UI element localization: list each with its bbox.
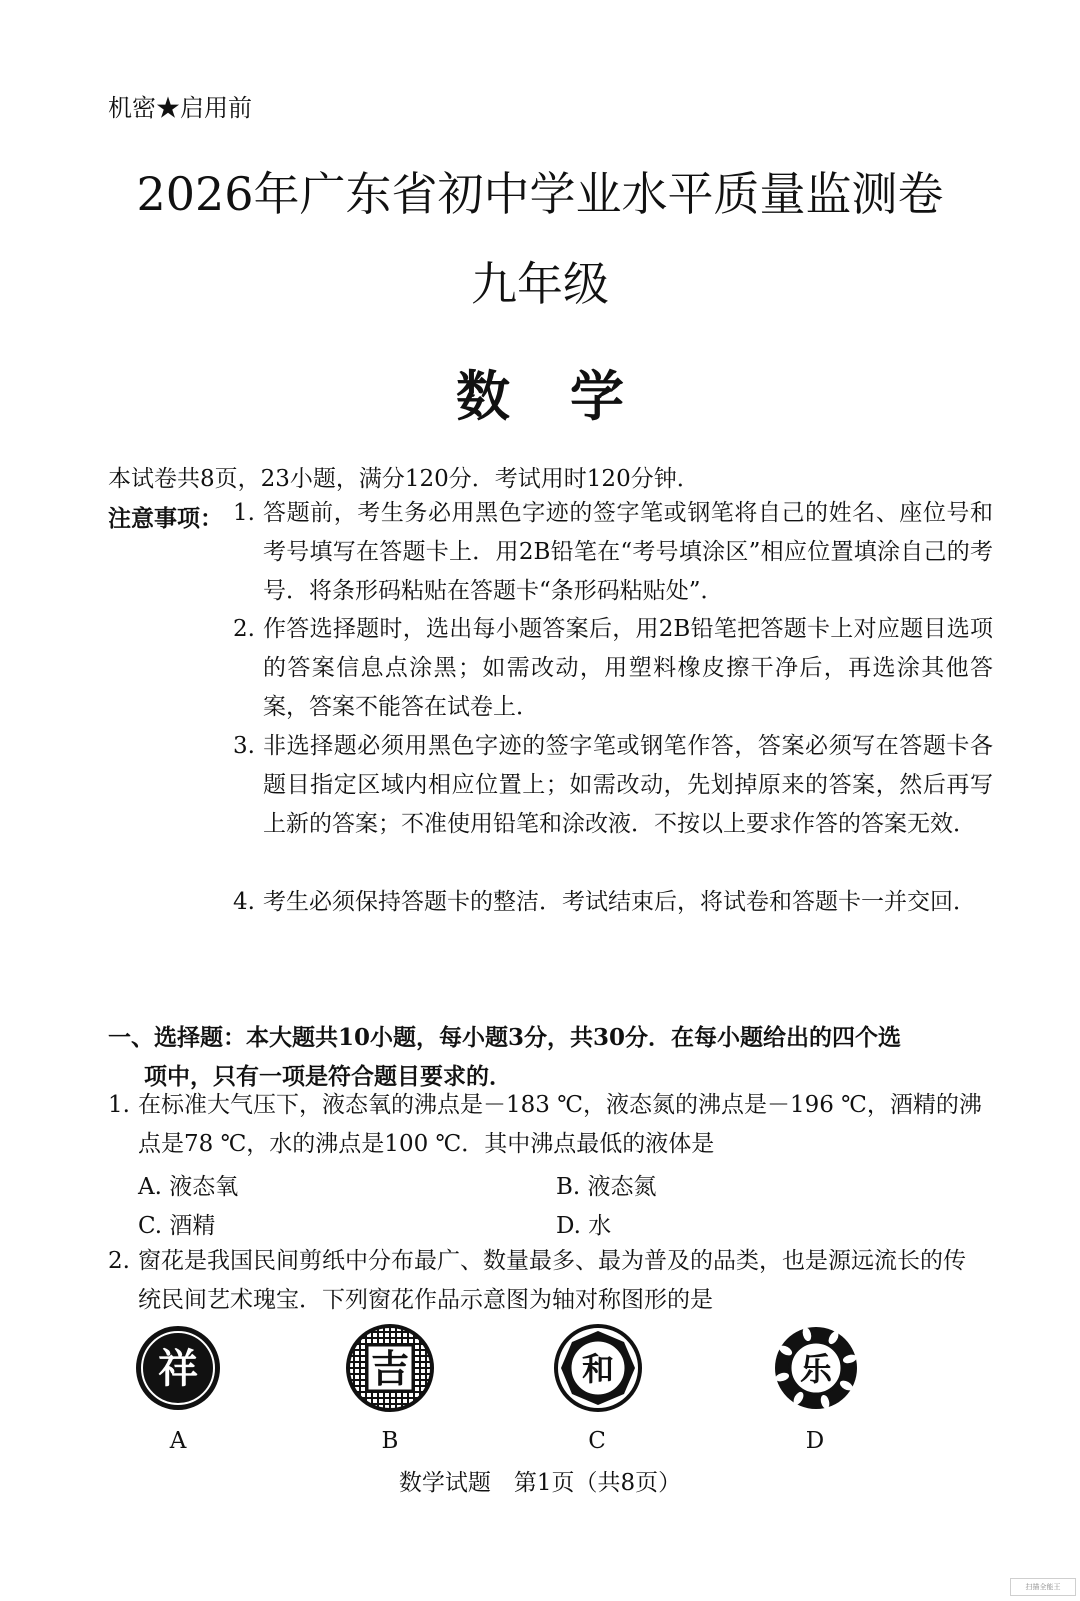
question-number: 2. (108, 1248, 130, 1274)
section-heading-line2: 项中，只有一项是符合题目要求的． (144, 1063, 512, 1090)
question-number: 1. (108, 1092, 130, 1118)
notice-item-number: 4. (233, 889, 255, 915)
notice-item-number: 2. (233, 616, 255, 642)
question-2 (108, 1242, 988, 1320)
papercut-a-char: 祥 (158, 1345, 198, 1392)
notice-item (233, 494, 993, 611)
question-text: 在标准大气压下，液态氧的沸点是－183 ℃，液态氮的沸点是－196 ℃，酒精的沸点是78 ℃，水的沸点是100 ℃．其中沸点最低的液体是 (138, 1092, 982, 1157)
papercut-label-d: D (805, 1428, 825, 1454)
notice-item-text: 非选择题必须用黑色字迹的签字笔或钢笔作答，答案必须写在答题卡各题目指定区域内相应位置上；如需改动，先划掉原来的答案，然后再写上新的答案；不准使用铅笔和涂改液．不按以上要求作答的答案无效． (263, 733, 993, 837)
confidential-mark: 机密★启用前 (108, 94, 252, 122)
papercut-d-char: 乐 (799, 1350, 833, 1388)
papercut-b-char: 吉 (370, 1346, 410, 1391)
subject-title: 数学 (456, 364, 684, 428)
option-d: D. 水 (556, 1213, 612, 1239)
notice-item-text: 答题前，考生务必用黑色字迹的签字笔或钢笔将自己的姓名、座位号和考号填写在答题卡上．用2B铅笔在“考号填涂区”相应位置填涂自己的考号．将条形码粘贴在答题卡“条形码粘贴处”． (263, 500, 993, 604)
papercut-figure-d (771, 1323, 861, 1413)
papercut-figure-b (345, 1323, 435, 1413)
notice-label: 注意事项： (108, 505, 223, 532)
section-heading (108, 1018, 988, 1096)
papercut-c-char: 和 (581, 1350, 615, 1388)
question-text: 窗花是我国民间剪纸中分布最广、数量最多、最为普及的品类，也是源远流长的传统民间艺术瑰宝．下列窗花作品示意图为轴对称图形的是 (138, 1248, 966, 1313)
notice-item (233, 727, 993, 844)
notice-item-number: 3. (233, 733, 255, 759)
papercut-label-b: B (381, 1428, 399, 1454)
page-footer: 数学试题 第1页（共8页） (398, 1470, 682, 1496)
papercut-figure-a (133, 1323, 223, 1413)
option-c: C. 酒精 (138, 1213, 216, 1239)
papercut-label-a: A (169, 1428, 187, 1454)
papercut-figure-c (553, 1323, 643, 1413)
notice-item-number: 1. (233, 500, 255, 526)
scanner-watermark: 扫描全能王 (1010, 1578, 1076, 1596)
question-1 (108, 1086, 988, 1164)
notice-item-text: 作答选择题时，选出每小题答案后，用2B铅笔把答题卡上对应题目选项的答案信息点涂黑；如需改动，用塑料橡皮擦干净后，再选涂其他答案，答案不能答在试卷上． (263, 616, 993, 720)
notice-item (233, 883, 993, 922)
option-b: B. 液态氮 (556, 1174, 657, 1200)
notice-item-text: 考生必须保持答题卡的整洁．考试结束后，将试卷和答题卡一并交回． (263, 889, 976, 915)
grade-title: 九年级 (471, 257, 609, 311)
option-a: A. 液态氧 (138, 1174, 239, 1200)
section-heading-line1: 一、选择题：本大题共10小题，每小题3分，共30分．在每小题给出的四个选 (108, 1024, 902, 1051)
exam-intro: 本试卷共8页，23小题，满分120分．考试用时120分钟． (108, 466, 700, 492)
exam-title: 2026年广东省初中学业水平质量监测卷 (136, 167, 944, 221)
papercut-label-c: C (588, 1428, 606, 1454)
notice-item (233, 610, 993, 727)
